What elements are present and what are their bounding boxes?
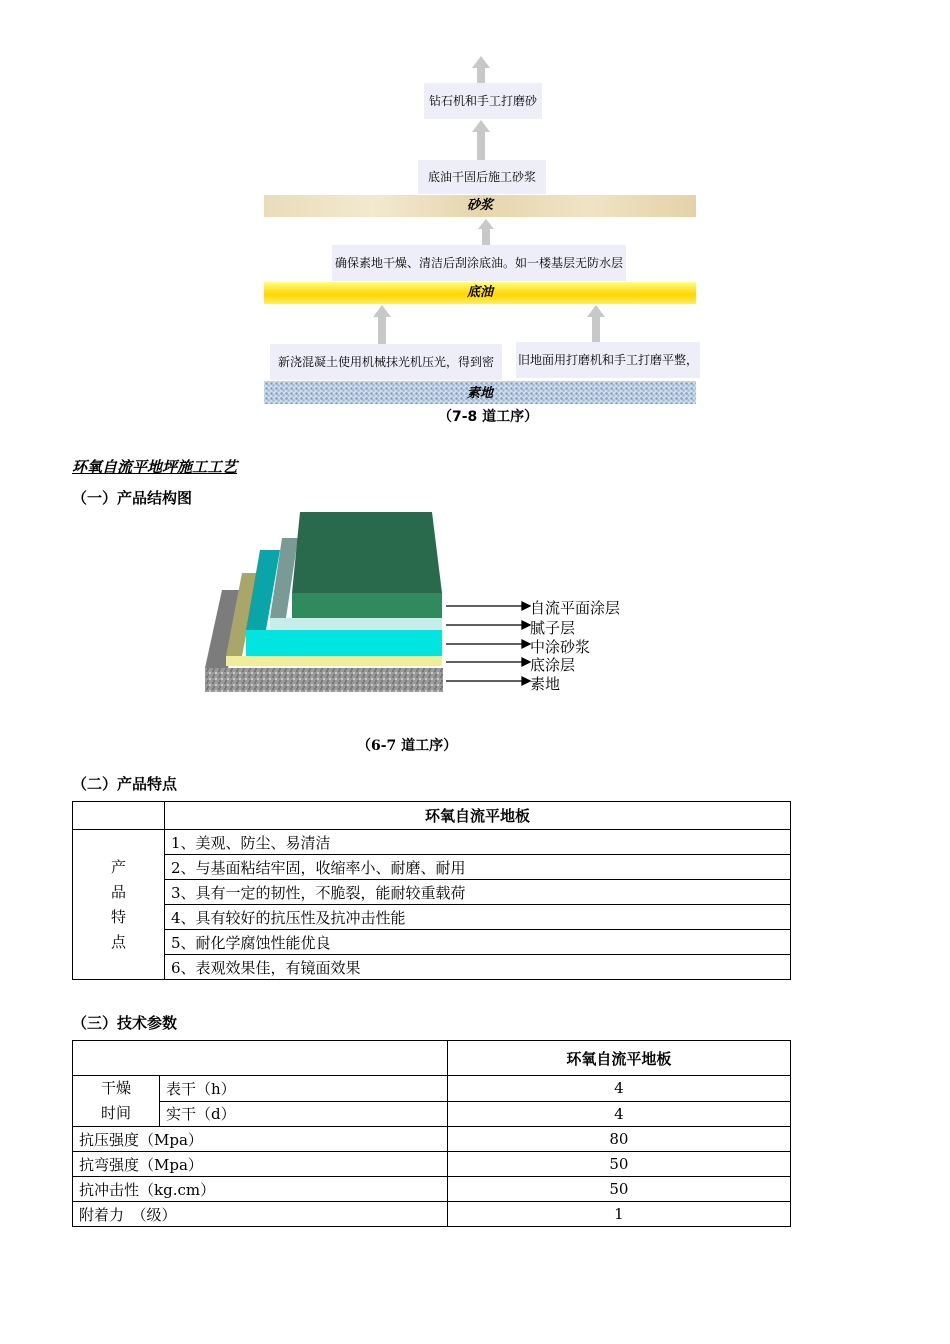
layer-label-mortar: 中涂砂浆 bbox=[530, 638, 591, 656]
table-row bbox=[73, 1041, 791, 1076]
feature-item: 6、表观效果佳，有镜面效果 bbox=[165, 955, 791, 980]
features-column-header: 环氧自流平地板 bbox=[165, 802, 791, 830]
param-value: 80 bbox=[447, 1127, 790, 1152]
up-arrow-icon bbox=[373, 305, 391, 345]
band-primer-label: 底油 bbox=[466, 285, 493, 300]
table-row bbox=[73, 1177, 791, 1202]
table-row bbox=[73, 1127, 791, 1152]
structure-heading: （一）产品结构图 bbox=[72, 489, 193, 507]
table-row bbox=[73, 1202, 791, 1227]
layer-label-top-coat: 自流平面涂层 bbox=[530, 599, 621, 617]
features-table bbox=[72, 801, 791, 980]
param-value: 50 bbox=[447, 1152, 790, 1177]
param-label: 附着力 （级） bbox=[73, 1202, 448, 1227]
dry-time-label bbox=[73, 1076, 160, 1127]
param-label: 抗弯强度（Mpa） bbox=[73, 1152, 448, 1177]
table-cell bbox=[73, 1041, 448, 1076]
param-label: 抗冲击性（kg.cm） bbox=[73, 1177, 448, 1202]
feature-item: 1、美观、防尘、易清洁 bbox=[165, 830, 791, 855]
params-column-header: 环氧自流平地板 bbox=[447, 1041, 790, 1076]
dry-label-line: 时间 bbox=[100, 1104, 131, 1122]
param-value: 4 bbox=[447, 1076, 790, 1102]
table-row bbox=[73, 880, 791, 905]
table-row bbox=[73, 802, 791, 830]
dry-label-line: 干燥 bbox=[100, 1079, 131, 1097]
flow-box-left: 新浇混凝土使用机械抹光机压光，得到密 bbox=[270, 344, 502, 380]
table-row bbox=[73, 955, 791, 980]
band-mortar-label: 砂浆 bbox=[466, 198, 493, 213]
features-heading: （二）产品特点 bbox=[72, 775, 178, 793]
table-row bbox=[73, 1152, 791, 1177]
table-row bbox=[73, 930, 791, 955]
up-arrow-icon bbox=[587, 305, 605, 345]
feature-item: 5、耐化学腐蚀性能优良 bbox=[165, 930, 791, 955]
band-primer bbox=[264, 282, 696, 304]
params-heading: （三）技术参数 bbox=[72, 1014, 178, 1032]
param-value: 1 bbox=[447, 1202, 790, 1227]
flow-box-right: 旧地面用打磨机和手工打磨平整， bbox=[516, 342, 700, 378]
row-label-char: 产 bbox=[110, 857, 126, 876]
flow-box-mid: 底油干固后施工砂浆 bbox=[418, 160, 546, 194]
section-title: 环氧自流平地坪施工工艺 bbox=[72, 458, 238, 476]
table-row bbox=[73, 830, 791, 855]
row-label-char: 品 bbox=[110, 882, 126, 901]
structure-caption: （6-7 道工序） bbox=[357, 738, 458, 754]
leader-arrows bbox=[444, 598, 534, 688]
param-label: 表干（h） bbox=[160, 1076, 448, 1102]
layer-label-putty: 腻子层 bbox=[530, 619, 576, 637]
flow-caption: （7-8 道工序） bbox=[438, 409, 539, 425]
param-label: 实干（d） bbox=[160, 1101, 448, 1127]
param-label: 抗压强度（Mpa） bbox=[73, 1127, 448, 1152]
param-value: 50 bbox=[447, 1177, 790, 1202]
row-label-char: 特 bbox=[110, 907, 126, 926]
band-base bbox=[264, 381, 696, 404]
table-row bbox=[73, 1101, 791, 1127]
up-arrow-icon bbox=[478, 219, 494, 247]
layer-structure-diagram bbox=[200, 508, 460, 694]
layer-label-base: 素地 bbox=[530, 675, 561, 693]
feature-item: 2、与基面粘结牢固，收缩率小、耐磨、耐用 bbox=[165, 855, 791, 880]
feature-item: 3、具有一定的韧性，不脆裂，能耐较重载荷 bbox=[165, 880, 791, 905]
table-row bbox=[73, 855, 791, 880]
row-label-char: 点 bbox=[110, 932, 126, 951]
flow-box-top: 钻石机和手工打磨砂 bbox=[424, 83, 542, 119]
feature-item: 4、具有较好的抗压性及抗冲击性能 bbox=[165, 905, 791, 930]
up-arrow-icon bbox=[472, 120, 490, 162]
layer-label-primer: 底涂层 bbox=[530, 656, 576, 674]
param-value: 4 bbox=[447, 1101, 790, 1127]
flow-box-primer-note: 确保素地干燥、清洁后刮涂底油。如一楼基层无防水层 bbox=[332, 245, 626, 281]
table-cell bbox=[73, 802, 165, 830]
table-row bbox=[73, 1076, 791, 1102]
params-table bbox=[72, 1040, 791, 1227]
up-arrow-icon bbox=[472, 56, 490, 86]
table-row bbox=[73, 905, 791, 930]
band-mortar bbox=[264, 195, 696, 217]
band-base-label: 素地 bbox=[466, 386, 493, 401]
features-row-label bbox=[73, 830, 165, 980]
